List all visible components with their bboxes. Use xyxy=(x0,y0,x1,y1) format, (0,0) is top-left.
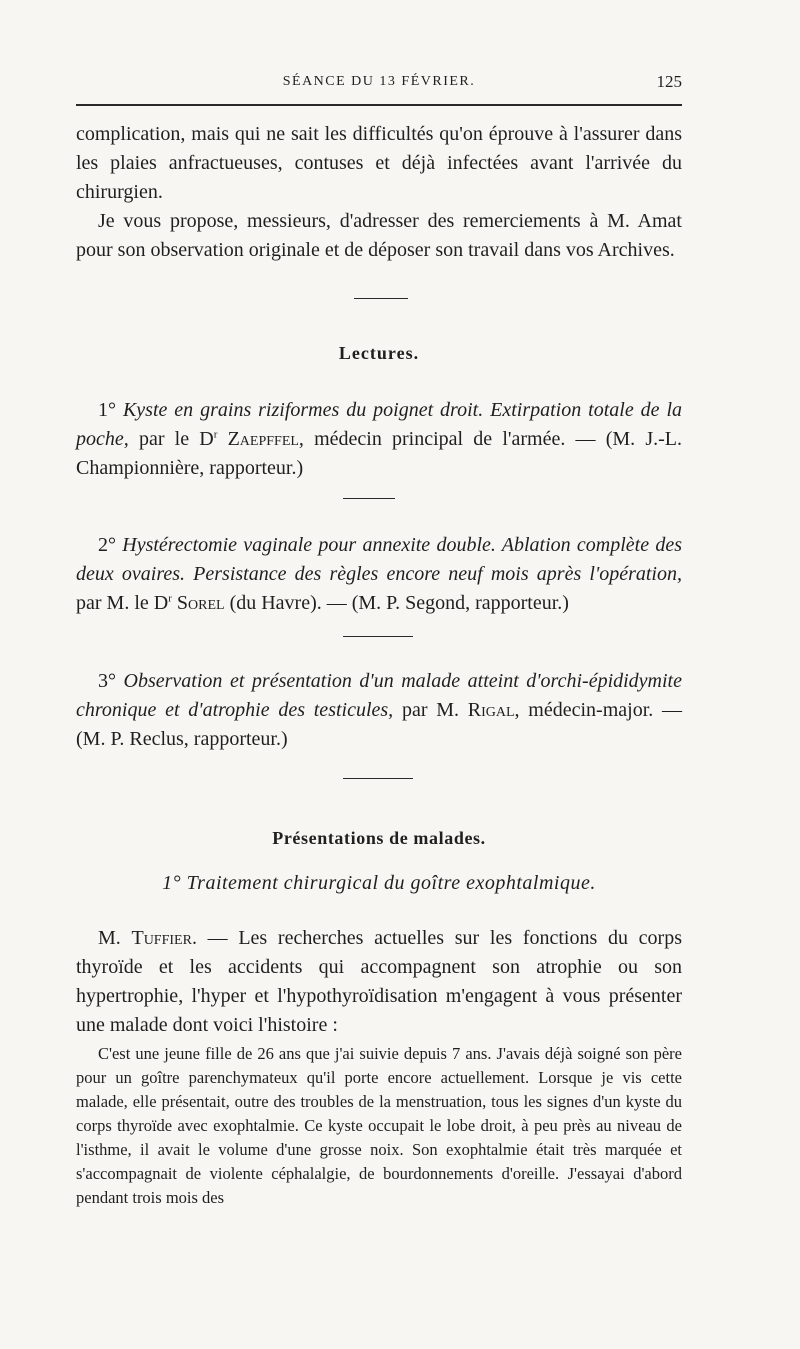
page-number: 125 xyxy=(656,72,682,91)
lectures-heading: Lectures. xyxy=(338,343,420,363)
presentation-subtitle: 1° Traitement chirurgical du goître exophtalmique. xyxy=(162,872,596,894)
item-text: par M. xyxy=(393,699,468,721)
item-title: Hystérectomie vaginale pour annexite double. Ablation complète des deux ovaires. Persistance des règles encore neuf mois après l'opération, xyxy=(76,534,683,585)
page-header xyxy=(76,74,682,98)
item-text: , médecin-major. — (M. P. Reclus, rapporteur.) xyxy=(76,699,682,750)
superscript: r xyxy=(168,592,172,605)
item-text: par le D xyxy=(128,428,214,450)
speaker-prefix: M. xyxy=(98,927,132,949)
item-number: 2° xyxy=(98,534,116,556)
header-rule xyxy=(76,104,682,106)
speaker-name: Tuffier xyxy=(131,927,192,949)
item-title: Observation et présentation d'un malade atteint d'orchi-épididymite chronique et d'atrophie des testicules, xyxy=(76,670,682,721)
lecture-item-3 xyxy=(76,667,682,754)
section-divider xyxy=(343,778,413,779)
item-number: 3° xyxy=(98,670,116,692)
item-number: 1° xyxy=(98,399,116,421)
running-title: SÉANCE DU 13 FÉVRIER. xyxy=(282,74,476,89)
item-divider xyxy=(343,636,413,637)
item-text: (du Havre). — (M. P. Segond, rapporteur.) xyxy=(224,592,569,614)
item-title: Kyste en grains riziformes du poignet droit. Extirpation totale de la poche, xyxy=(76,399,682,450)
lecture-item-2 xyxy=(76,531,682,618)
author-name: Zaepffel xyxy=(227,428,299,450)
item-divider xyxy=(343,498,395,499)
item-text: par M. le D xyxy=(76,592,169,614)
author-name: Rigal xyxy=(467,699,515,721)
paragraph-text: . — Les recherches actuelles sur les fonctions du corps thyroïde et les accidents qui accompagnent son atrophie ou son hypertrophie, l'hyper et l'hypothyroïdisation m'engagent à vous présenter une malade dont voici l'histoire : xyxy=(76,927,682,1036)
superscript: r xyxy=(213,428,218,441)
intro-paragraph-2: Je vous propose, messieurs, d'adresser des remerciements à M. Amat pour son observation originale et de déposer son travail dans vos Archives. xyxy=(76,210,682,261)
case-report-paragraph: C'est une jeune fille de 26 ans que j'ai suivie depuis 7 ans. J'avais déjà soigné son père pour un goître parenchymateux qu'il porte encore actuellement. Lorsque je vis cette malade, elle présentait, outre des troubles de la menstruation, tous les signes d'un kyste du corps thyroïde avec exophtalmie. Ce kyste occupait le lobe droit, à peu près au niveau de l'isthme, il avait le volume d'une grosse noix. Son exophtalmie était très marquée et s'accompagnait de violente céphalalgie, de bourdonnements d'oreille. J'essayai d'abord pendant trois mois des xyxy=(76,1044,682,1207)
author-name: Sorel xyxy=(176,592,225,614)
intro-paragraph-1: complication, mais qui ne sait les difficultés qu'on éprouve à l'assurer dans les plaies anfractueuses, contuses et déjà infectées avant l'arrivée du chirurgien. xyxy=(76,123,682,203)
section-divider xyxy=(354,298,408,299)
lecture-item-1 xyxy=(76,396,682,483)
item-text: , médecin principal de l'armée. — (M. J.-L. Championnière, rapporteur.) xyxy=(76,428,682,479)
presentations-heading: Présentations de malades. xyxy=(272,828,486,848)
presentation-paragraph-1 xyxy=(76,924,682,1040)
